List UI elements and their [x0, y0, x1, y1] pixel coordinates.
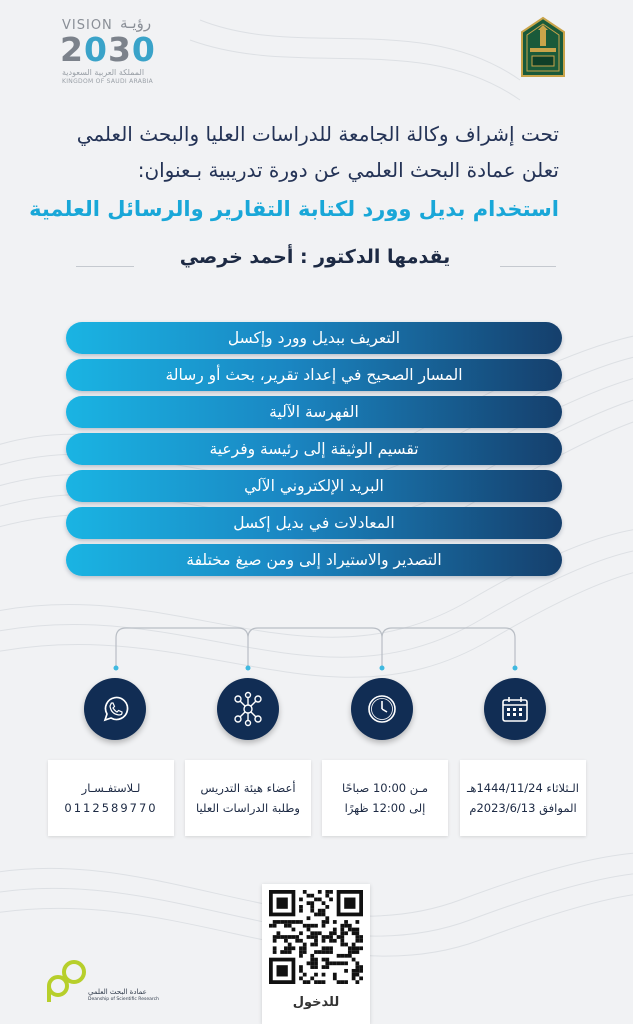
vision-year: 2030: [60, 30, 156, 69]
audience-line2: وطلبة الدراسات العليا: [196, 801, 300, 815]
deanship-mark: [44, 958, 92, 1004]
presenter-name: يقدمها الدكتور : أحمد خرصي: [179, 246, 451, 268]
deanship-logo: [44, 958, 159, 1008]
supervision-line: تحت إشراف وكالة الجامعة للدراسات العليا والبحث العلمي: [76, 122, 559, 146]
vision-arabic: رؤيـة: [120, 14, 152, 32]
date-gregorian: الموافق 2023/6/13م: [469, 801, 577, 815]
audience-line1: أعضاء هيئة التدريس: [200, 781, 296, 795]
contact-label: لـلاستفـسـار: [81, 781, 141, 795]
deanship-english: Deanship of Scientific Research: [88, 997, 159, 1002]
deanship-arabic: عمادة البحث العلمي: [88, 988, 147, 996]
topics-list: [66, 322, 562, 581]
date-card: [460, 760, 586, 836]
kingdom-arabic: المملكة العربية السعودية: [62, 68, 145, 77]
audience-card: [185, 760, 311, 836]
topic-item: تقسيم الوثيقة إلى رئيسة وفرعية: [66, 433, 562, 465]
phone-number[interactable]: 0112589770: [64, 801, 158, 815]
topic-item: التصدير والاستيراد إلى ومن صيغ مختلفة: [66, 544, 562, 576]
time-card: [322, 760, 448, 836]
qr-code[interactable]: [269, 890, 363, 984]
date-line: الـثلاثاء 1444/11/24هـ: [467, 781, 579, 795]
whatsapp-circle: [84, 678, 146, 740]
topic-item: المعادلات في بديل إكسل: [66, 507, 562, 539]
course-title: استخدام بديل وورد لكتابة التقارير والرسائل العلمية: [29, 197, 559, 221]
calendar-icon: [499, 693, 531, 725]
topic-item: التعريف ببديل وورد وإكسل: [66, 322, 562, 354]
qr-card: [262, 884, 370, 1024]
contact-card: [48, 760, 174, 836]
network-circle: [217, 678, 279, 740]
announcement-line: تعلن عمادة البحث العلمي عن دورة تدريبية بـعنوان:: [137, 158, 559, 182]
vision-word: VISION: [62, 18, 113, 33]
university-logo: [518, 16, 568, 82]
topic-item: الفهرسة الآلية: [66, 396, 562, 428]
time-end: إلى 12:00 ظهرًا: [344, 801, 426, 815]
divider-left: [76, 266, 134, 267]
topic-item: المسار الصحيح في إعداد تقرير، بحث أو رسالة: [66, 359, 562, 391]
calendar-circle: [484, 678, 546, 740]
time-start: مـن 10:00 صباحًا: [341, 781, 429, 795]
vision-2030-logo: [60, 14, 170, 88]
network-icon: [230, 691, 266, 727]
clock-icon: [365, 692, 399, 726]
kingdom-english: KINGDOM OF SAUDI ARABIA: [62, 78, 154, 85]
divider-right: [500, 266, 556, 267]
qr-label: للدخول: [292, 995, 340, 1010]
whatsapp-icon: [99, 693, 131, 725]
clock-circle: [351, 678, 413, 740]
topic-item: البريد الإلكتروني الآلي: [66, 470, 562, 502]
